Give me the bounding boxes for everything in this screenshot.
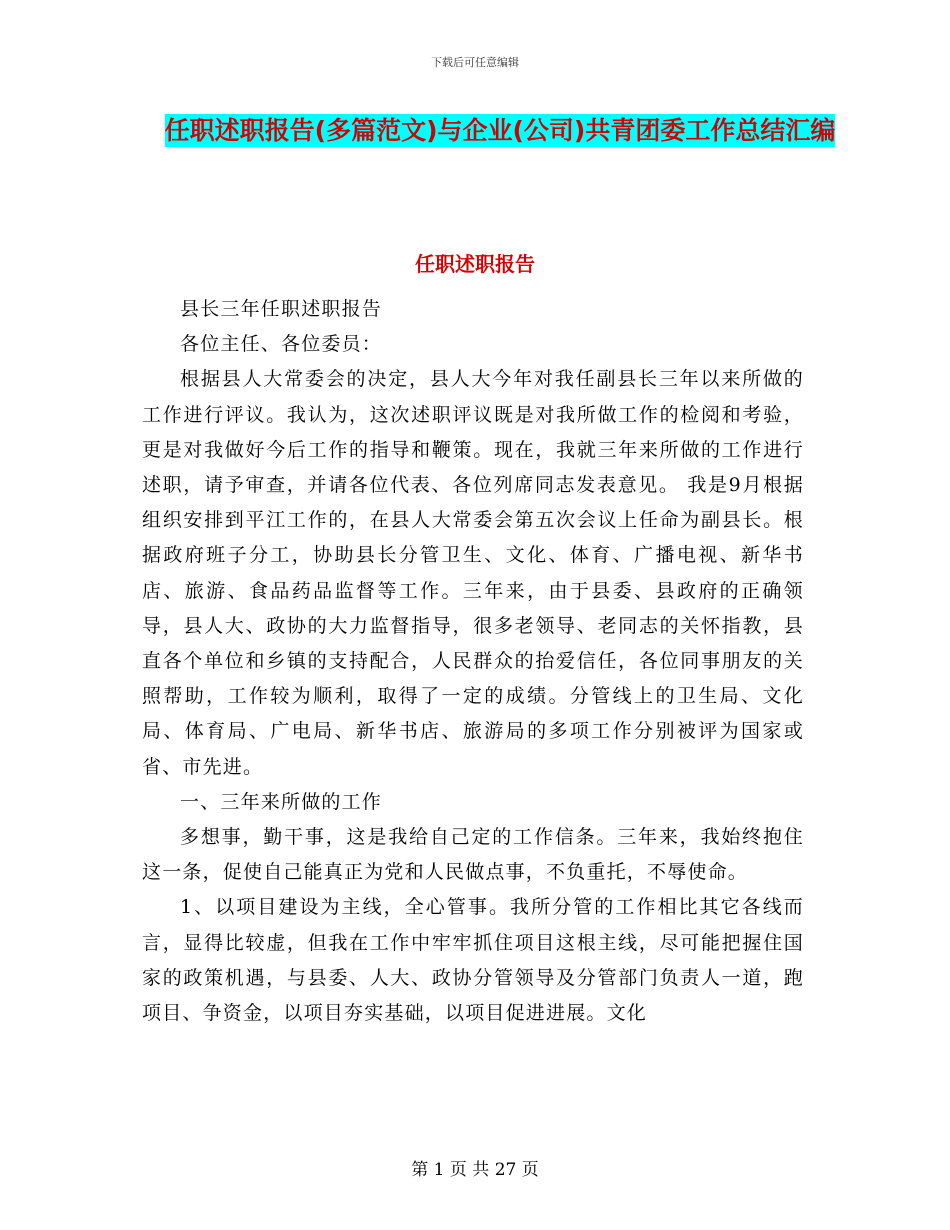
body-paragraph: 1、以项目建设为主线，全心管事。我所分管的工作相比其它各线而言，显得比较虚，但我在工作中牢牢抓住项目这根主线，尽可能把握住国家的政策机遇，与县委、人大、政协分管领导及分管部门负责人一道，跑项目、争资金，以项目夯实基础，以项目促进进展。文化 xyxy=(142,896,804,1025)
total-pages: 27 xyxy=(494,1160,517,1180)
section-title: 任职述职报告 xyxy=(415,252,535,276)
section-heading: 一、三年来所做的工作 xyxy=(180,790,383,813)
page-number: 1 xyxy=(433,1160,445,1180)
salutation: 各位主任、各位委员： xyxy=(180,333,383,356)
document-title-text: 任职述职报告(多篇范文)与企业(公司)共青团委工作总结汇编 xyxy=(164,116,836,145)
document-body xyxy=(142,292,804,1031)
body-paragraph: 根据县人大常委会的决定，县人大今年对我任副县长三年以来所做的工作进行评议。我认为，这次述职评议既是对我所做工作的检阅和考验，更是对我做好今后工作的指导和鞭策。现在，我就三年来所做的工作进行述职，请予审查，并请各位代表、各位列席同志发表意见。 我是9月根据组织安排到平江工作的，在县人大常委会第五次会议上任命为副县长。根据政府班子分工，协助县长分管卫生、文化、体育、广播电视、新华书店、旅游、食品药品监督等工作。三年来，由于县委、县政府的正确领导，县人大、政协的大力监督指导，很多老领导、老同志的关怀指教，县直各个单位和乡镇的支持配合，人民群众的抬爱信任，各位同事朋友的关照帮助，工作较为顺利，取得了一定的成绩。分管线上的卫生局、文化局、体育局、广电局、新华书店、旅游局的多项工作分别被评为国家或省、市先进。 xyxy=(142,368,804,778)
document-title xyxy=(150,108,850,154)
body-paragraph: 多想事，勤干事，这是我给自己定的工作信条。三年来，我始终抱住这一条，促使自己能真正为党和人民做点事，不负重托，不辱使命。 xyxy=(142,826,804,884)
report-heading: 县长三年任职述职报告 xyxy=(180,298,383,320)
footer-prefix: 第 xyxy=(411,1160,429,1180)
page-footer xyxy=(0,1155,950,1180)
footer-suffix: 页 xyxy=(521,1160,539,1180)
footer-middle: 页 共 xyxy=(449,1160,490,1180)
header-note: 下载后可任意编辑 xyxy=(431,56,519,69)
